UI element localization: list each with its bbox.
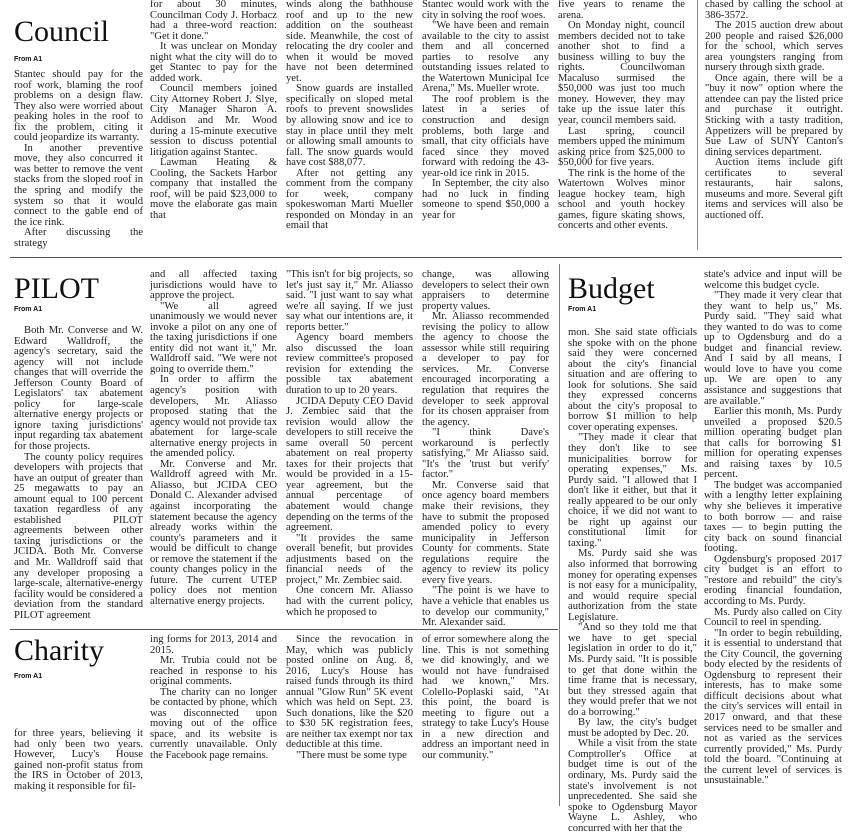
council-jump-source: From A1 [14, 56, 43, 63]
charity-story [0, 632, 558, 806]
council-column-1 [14, 70, 143, 250]
paragraph: "The point is we have to have a vehicle that enables us to develop our community," Mr. Alexander said. [422, 585, 549, 629]
paragraph: "We all agreed unanimously we would never invoke a pilot on any one of the taxing jurisdictions if one entity did not want it," Mr. Walldroff said. "We were not going to override them." [150, 300, 277, 375]
paragraph: winds along the bathhouse roof and up to the new addition on the southeast side. Meanwhile, the cost of relocating the dry cooler and when it would be moved have not been determined yet. [286, 0, 413, 84]
budget-column-1 [568, 327, 697, 834]
paragraph: Ms. Purdy also called on City Council to reel in spending. [704, 606, 842, 629]
pilot-headline: PILOT [14, 272, 99, 305]
paragraph: "They made it very clear that they want to help us," Ms. Purdy said. "They said what they wanted to do was to come up to Ogdensburg and do a budget and financial review. And I said by all means, I would love to have you come up. We are open to any assistance and suggestions that are available." [704, 290, 842, 407]
paragraph: "They made it clear that they don't like to see municipalities borrow for operating expenses," Ms. Purdy said. "I allowed that I don't like it either, but that it really appeared to be our only choice, if we did not want to be right up against our constitutional limit for taxing." [568, 432, 697, 549]
charity-jump-source: From A1 [14, 673, 43, 680]
pilot-column-4 [422, 270, 549, 644]
paragraph: Stantec would work with the city in solving the roof woes. [422, 0, 549, 21]
paragraph: Ms. Purdy said she was also informed that borrowing money for operating expenses is not easy for a municipality, and would require special authorization from the state Legislature. [568, 548, 697, 623]
budget-jump-source: From A1 [568, 306, 597, 313]
paragraph: One concern Mr. Aliasso had with the current policy, which he proposed to [286, 585, 413, 618]
budget-headline: Budget [568, 272, 655, 305]
paragraph: Mr. Trubia could not be reached in response to his original comments. [150, 655, 277, 688]
paragraph: Council members joined City Attorney Robert J. Slye, City Manager Sharon A. Addison and Mr. Wood during a 15-minute executive session to discuss potential litigation against Stantec. [150, 83, 277, 158]
paragraph: While a visit from the state Comptroller's Office at budget time is out of the ordinary, Ms. Purdy said the state's involvement is not unprecedented. She said she spoke to Ogdensburg Mayor Wayne L. Ashley, who concurred with her that the [568, 738, 697, 834]
paragraph: After discussing the strategy [14, 227, 143, 249]
council-story [0, 0, 750, 250]
paragraph: "This isn't for big projects, so let's just say it," Mr. Aliasso said. "I just want to say what we're all saying. If we just say what our intentions are, it reports better." [286, 269, 413, 333]
council-column-5 [558, 0, 685, 250]
pilot-jump-source: From A1 [14, 306, 43, 313]
paragraph: The county policy requires developers with projects that have an output of greater than 25 megawatts to pay an amount equal to 100 percent taxation regardless of any established PILOT agreements between other taxing jurisdictions or the JCIDA. Both Mr. Converse and Mr. Walldroff said that any developer proposing a large-scale, alternative-energy facility would be considered a deviation from the standard PILOT agreement [14, 451, 143, 621]
charity-column-2 [150, 635, 277, 806]
paragraph: In September, the city also had no luck in finding someone to spend $50,000 a year for [422, 178, 549, 221]
pilot-column-3 [286, 270, 413, 644]
paragraph: Mr. Converse said that once agency board members make their revisions, they have to submit the proposed amended policy to every municipality in Jefferson County for comments. State regulations require the agency to review its policy every five years. [422, 479, 549, 586]
section-rule [10, 257, 842, 258]
paragraph: "And so they told me that we have to get special legislation in order to do it," Ms. Purdy said. "It is possible to get that done within the time frame that is necessary, but they stressed again that they would prefer that we not do a borrowing." [568, 622, 697, 718]
paragraph: for three years, believing it had only been two years. However, Lucy's House gained non-profit status from the IRS in October of 2013, making it responsible for fil- [14, 728, 143, 792]
paragraph: JCIDA Deputy CEO David J. Zembiec said that the revision would allow the developers to still receive the same overall 50 percent abatement on real property taxes for their projects that would be provided in a 15-year agreement, but the annual percentage of abatement would change depending on the terms of the agreement. [286, 395, 413, 534]
pilot-column-1 [14, 326, 143, 644]
paragraph: After not getting any comment from the company for week, company spokeswoman Marti Mueller responded on Monday in an email that [286, 167, 413, 232]
council-headline: Council [14, 15, 109, 48]
paragraph: and all affected taxing jurisdictions would have to approve the project. [150, 269, 277, 302]
paragraph: By law, the city's budget must be adopted by Dec. 20. [568, 717, 697, 739]
pilot-column-2 [150, 270, 277, 644]
paragraph: Stantec should pay for the roof work, blaming the roof problems on a design flaw. They also were worried about peaking holes in the roof to fix the problem, citing it could jeopardize its warranty. [14, 69, 143, 144]
council-column-3 [286, 0, 413, 250]
paragraph: "We have been and remain available to the city to assist them and all concerned parties to resolve any outstanding issues related to the Watertown Municipal Ice Arena," Ms. Mueller wrote. [422, 20, 549, 95]
section-rule [10, 629, 558, 630]
paragraph: Auction items include gift certificates to several restaurants, hair salons, museums and more. Several gift items and services will also be auctioned off. [705, 157, 843, 221]
charity-column-3 [286, 635, 413, 806]
paragraph: "In order to begin rebuilding, it is essential to understand that the City Council, the governing body elected by the residents of Ogdensburg to represent their interests, has to make some difficult decisions about what the city's services will entail in 2017 onward, and that these services need to be smaller and not as varied as the services currently provided," Ms. Purdy told the board. "Continuing at the current level of services is unsustainable." [704, 627, 842, 787]
paragraph: It was unclear on Monday night what the city will do to get Stantec to pay for the added work. [150, 41, 277, 84]
paragraph: five years to rename the arena. [558, 0, 685, 21]
paragraph: of error somewhere along the line. This is not something we did knowingly, and we would not have fundraised had we known," Mrs. Colello-Poplaski said, "At this point, the board is meeting to figure out a strategy to take Lucy's House in a new direction and address an important need in our community." [422, 634, 549, 762]
paragraph: Mr. Aliasso recommended revising the policy to allow the agency to choose the assessor while still requiring a developer to pay for services. Mr. Converse encouraged incorporating a regulation that requires the developer to seek approval for its chosen appraiser from the agency. [422, 311, 549, 428]
budget-column-2 [704, 270, 842, 806]
pilot-story [0, 264, 560, 644]
paragraph: In another preventive move, they also concurred it was better to remove the vent stacks from the sloped roof in the spring and modify the system so that it would connect to the gable end of the ice rink. [14, 142, 143, 228]
paragraph: The 2015 auction drew about 200 people and raised $26,000 for the school, which serves area youngsters ranging from nursery through sixth grade. [705, 20, 843, 74]
paragraph: mon. She said state officials she spoke with on the phone said they were concerned about the city's financial situation and are offering to look for solutions. She said they expressed concerns about the city's proposal to borrow $1 million to help cover operating expenses. [568, 327, 697, 433]
paragraph: Mr. Converse and Mr. Walldroff agreed with Mr. Aliasso, but JCIDA CEO Donald C. Alexander advised against incorporating the statement because the agency already works within the county's parameters and it would be difficult to change or remove the statement if the county changes policy in the future. The current UTEP policy does not mention alternative energy projects. [150, 458, 277, 607]
column-divider [697, 0, 698, 250]
budget-story [562, 264, 850, 834]
council-column-2 [150, 0, 277, 250]
paragraph: "There must be some type [296, 750, 407, 762]
paragraph: "It provides the same overall benefit, but provides adjustments based on the financial needs of the project," Mr. Zembiec said. [286, 532, 413, 586]
column-divider [559, 264, 560, 806]
paragraph: Both Mr. Converse and W. Edward Walldroff, the agency's secretary, said the agency will not include changes that will override the Jefferson County Board of Legislators' tax abatement policy for large-scale alternative energy projects or ignore taxing jurisdictions' input regarding tax abatement for those projects. [14, 325, 143, 453]
charity-column-1 [14, 729, 143, 806]
paragraph: Last spring, council members upped the minimum asking price from $25,000 to $50,000 for five years. [558, 125, 685, 169]
paragraph: Since the revocation in May, which was publicly posted online on Aug. 8, 2016, Lucy's House has raised funds through its third annual "Glow Run" 5K event which was held on Sept. 23. Such donations, like the $20 to $30 5K registration fees, are neither tax exempt nor tax deductible at this time. [286, 634, 413, 751]
paragraph: Once again, there will be a "buy it now" option where the attendee can pay the listed price and purchase it outright. Sticking with a tasty tradition, Appetizers will be prepared by Sue Law of SUNY Canton's dining services department. [705, 72, 843, 158]
charity-headline: Charity [14, 634, 104, 667]
paragraph: change, was allowing developers to select their own appraisers to determine property values. [422, 269, 549, 312]
council-column-4 [422, 0, 549, 250]
paragraph: Agency board members also discussed the loan review committee's proposed revision for extending the possible tax abatement duration to up to 20 years. [286, 332, 413, 397]
auction-column [705, 0, 843, 250]
paragraph: On Monday night, council members decided not to take another shot to find a business willing to buy the rights. Councilwoman Macaluso surmised the $50,000 was just too much money. However, they may take up the issue later this year, council members said. [558, 20, 685, 127]
paragraph: chased by calling the school at 386-3572. [705, 0, 843, 21]
paragraph: ing forms for 2013, 2014 and 2015. [150, 634, 277, 656]
paragraph: In order to affirm the agency's position with developers, Mr. Aliasso proposed stating that the agency would not provide tax abatement for large-scale alternative energy projects in the amended policy. [150, 374, 277, 460]
paragraph: for about 30 minutes, Councilman Cody J. Horbacz had a three-word reaction: "Get it done." [150, 0, 277, 42]
paragraph: Lawman Heating & Cooling, the Sackets Harbor company that installed the roof, will be paid $23,000 to move the elaborate gas main that [150, 157, 277, 221]
charity-column-4 [422, 635, 549, 806]
paragraph: "I think Dave's workaround is perfectly satisfying," Mr Aliasso said. "It's the 'trust but verify' factor." [422, 427, 549, 481]
paragraph: Snow guards are installed specifically on sloped metal roofs to prevent snowslides by allowing snow and ice to stay in place until they melt or allowing small amounts to fall. The snow guards would have cost $88,077. [286, 83, 413, 169]
paragraph: The roof problem is the latest in a series of construction and design problems, both large and small, that city officials have faced since they moved forward with redoing the 43-year-old ice rink in 2015. [422, 93, 549, 179]
paragraph: Ogdensburg's proposed 2017 city budget is an effort to "restore and rebuild" the city's eroding financial foundation, according to Ms. Purdy. [704, 553, 842, 607]
paragraph: The charity can no longer be contacted by phone, which was disconnected upon moving out of the office space, and its website is currently unavailable. Only the Facebook page remains. [150, 686, 277, 762]
paragraph: The rink is the home of the Watertown Wolves minor league hockey team, high school and youth hockey games, figure skating shows, concerts and other events. [558, 167, 685, 232]
paragraph: state's advice and input will be welcome this budget cycle. [704, 269, 842, 291]
paragraph: The budget was accompanied with a lengthy letter explaining why she believes it imperative to both borrow — and raise taxes — to begin putting the city back on sound financial footing. [704, 479, 842, 555]
paragraph: Earlier this month, Ms. Purdy unveiled a proposed $20.5 million operating budget plan that calls for borrowing $1 million for operating expenses and raising taxes by 10.5 percent. [704, 406, 842, 481]
